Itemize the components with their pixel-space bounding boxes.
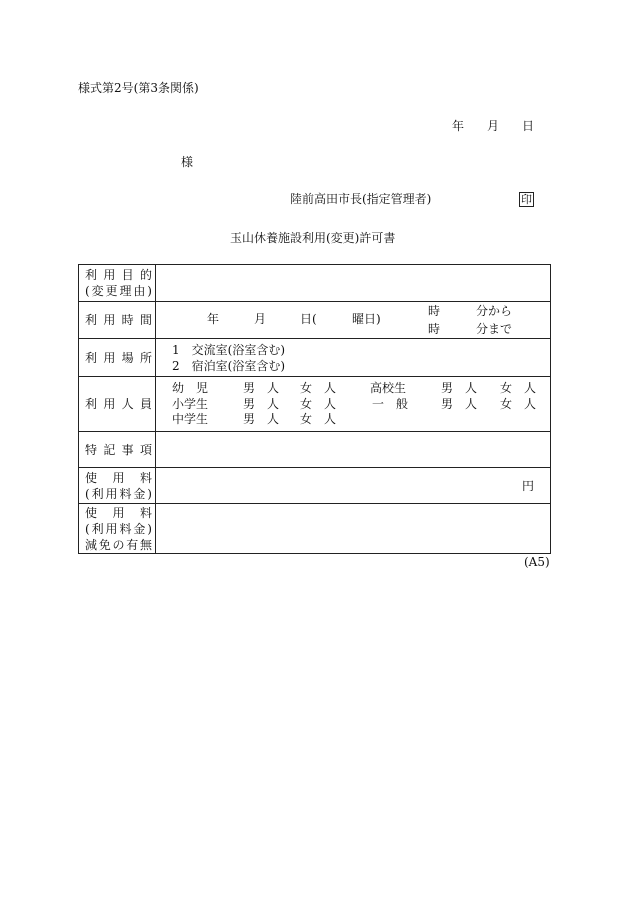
attendance-male: 男 人	[243, 397, 280, 411]
attendance-female: 女 人	[500, 397, 537, 411]
usage-year-label: 年	[207, 312, 220, 326]
attendance-category: 一 般	[372, 397, 409, 411]
attendance-female: 女 人	[300, 412, 337, 426]
date-month-label: 月	[487, 119, 500, 133]
fee-unit: 円	[521, 479, 534, 493]
location-option: 2 宿泊室(浴室含む)	[172, 358, 285, 373]
start-hour-label: 時	[428, 304, 441, 318]
issuer-name: 陸前高田市長(指定管理者)	[290, 192, 432, 206]
table-row-purpose	[79, 265, 551, 302]
table-row-special-notes	[79, 432, 551, 468]
end-hour-label: 時	[428, 322, 441, 336]
attendance-category: 幼 児	[172, 381, 209, 395]
table-row-fee-exemption	[79, 504, 551, 554]
attendance-male: 男 人	[243, 412, 280, 426]
usage-time-label-line: 利 用 時 間	[85, 313, 152, 327]
fee-label	[79, 468, 156, 503]
attendance-values	[156, 377, 551, 431]
purpose-label-line: (変更理由)	[85, 284, 152, 298]
table-row-location	[79, 339, 551, 377]
attendance-male: 男 人	[441, 397, 478, 411]
usage-time-label	[79, 302, 156, 338]
permit-form-table	[78, 264, 551, 554]
form-number: 様式第2号(第3条関係)	[78, 81, 199, 95]
attendance-category: 中学生	[172, 412, 209, 426]
special-notes-label-line: 特 記 事 項	[85, 442, 152, 457]
attendance-female: 女 人	[300, 397, 337, 411]
document-title: 玉山休養施設利用(変更)許可書	[230, 231, 396, 245]
special-notes-label	[79, 432, 156, 467]
end-minute-label: 分まで	[476, 322, 513, 336]
purpose-label	[79, 265, 156, 301]
usage-time-value	[156, 302, 551, 338]
start-minute-label: 分から	[476, 304, 513, 318]
table-row-attendance	[79, 377, 551, 432]
usage-month-label: 月	[254, 312, 267, 326]
location-options	[156, 339, 551, 376]
date-day-label: 日	[522, 119, 535, 133]
special-notes-value	[156, 432, 551, 467]
purpose-label-line: 利 用 目 的	[85, 268, 152, 282]
attendance-male: 男 人	[441, 381, 478, 395]
usage-day-label: 日(	[300, 312, 317, 326]
table-row-usage-time	[79, 302, 551, 339]
location-label-line: 利 用 場 所	[85, 350, 152, 365]
paper-size-note: (A5)	[524, 555, 550, 569]
purpose-value	[156, 265, 551, 301]
fee-exemption-label-line: (利用料金)	[85, 521, 152, 536]
fee-exemption-value	[156, 504, 551, 553]
attendance-label-line: 利 用 人 員	[85, 397, 152, 411]
seal-mark: 印	[521, 193, 532, 206]
fee-value	[156, 468, 551, 503]
attendance-female: 女 人	[500, 381, 537, 395]
addressee-honorific: 様	[181, 155, 194, 169]
usage-weekday-label: 曜日)	[352, 312, 381, 326]
attendance-female: 女 人	[300, 381, 337, 395]
attendance-label	[79, 377, 156, 431]
fee-exemption-label-line: 減免の有無	[85, 537, 152, 552]
table-row-fee	[79, 468, 551, 504]
fee-label-line: 使 用 料	[85, 470, 152, 485]
date-year-label: 年	[452, 119, 465, 133]
fee-exemption-label-line: 使 用 料	[85, 505, 152, 520]
location-option: 1 交流室(浴室含む)	[172, 342, 285, 357]
attendance-male: 男 人	[243, 381, 280, 395]
location-label	[79, 339, 156, 376]
attendance-category: 小学生	[172, 397, 209, 411]
fee-label-line: (利用料金)	[85, 486, 152, 501]
attendance-category: 高校生	[370, 381, 407, 395]
fee-exemption-label	[79, 504, 156, 553]
